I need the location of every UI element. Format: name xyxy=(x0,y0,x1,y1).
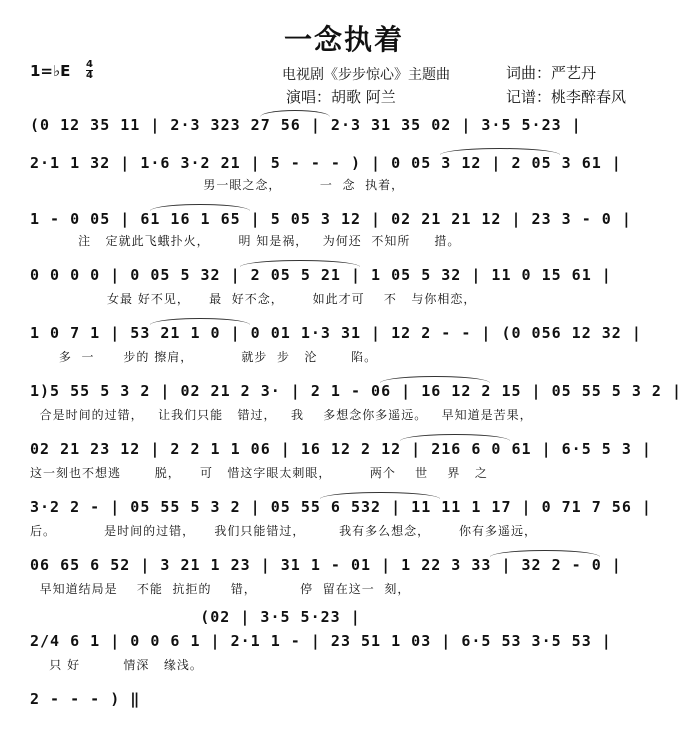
transcriber: 记谱：桃李醉春风 xyxy=(506,88,627,106)
slur-arc xyxy=(260,110,330,117)
notation: (02 | 3·5 5·23 | xyxy=(120,608,361,626)
slur-arc xyxy=(150,318,250,325)
notation: 2/4 6 1 | 0 0 6 1 | 2·1 1 - | 23 51 1 03 | 6·5 53 3·5 53 | xyxy=(30,632,612,650)
key-signature: 1=♭E xyxy=(30,62,71,80)
lyrics: 只 好 情深 缘浅。 xyxy=(30,658,203,672)
song-title: 一念执着 xyxy=(283,23,404,56)
lyricist-composer: 词曲：严艺丹 xyxy=(506,64,597,82)
notation: 3·2 2 - | 05 55 5 3 2 | 05 55 6 532 | 11 11 1 17 | 0 71 7 56 | xyxy=(30,498,652,516)
slur-arc xyxy=(380,376,490,383)
slur-arc xyxy=(400,434,510,441)
lyrics: 多 一 步的 擦肩， 就步 步 沦 陷。 xyxy=(30,350,378,364)
time-signature-bottom: 4 xyxy=(86,70,93,81)
notation: 0 0 0 0 | 0 05 5 32 | 2 05 5 21 | 1 05 5 32 | 11 0 15 61 | xyxy=(30,266,612,284)
lyrics: 注 定就此飞蛾扑火， 明 知是祸， 为何还 不知所 措。 xyxy=(30,234,461,248)
notation: 1 0 7 1 | 53 21 1 0 | 0 01 1·3 31 | 12 2 - - | (0 056 12 32 | xyxy=(30,324,642,342)
lyrics: 后。 是时间的过错， 我们只能错过， 我有多么想念， 你有多遥远， xyxy=(30,524,537,538)
lyrics: 男一眼之念， 一 念 执着， xyxy=(30,178,405,192)
lyrics: 早知道结局是 不能 抗拒的 错， 停 留在这一 刻， xyxy=(30,582,411,596)
slur-arc xyxy=(150,204,250,211)
notation: 1)5 55 5 3 2 | 02 21 2 3· | 2 1 - 06 | 16 12 2 15 | 05 55 5 3 2 | xyxy=(30,382,682,400)
slur-arc xyxy=(320,492,440,499)
notation: 2·1 1 32 | 1·6 3·2 21 | 5 - - - ) | 0 05 3 12 | 2 05 3 61 | xyxy=(30,154,622,172)
notation: 06 65 6 52 | 3 21 1 23 | 31 1 - 01 | 1 22 3 33 | 32 2 - 0 | xyxy=(30,556,622,574)
lyrics: 这一刻也不想逃 脱， 可 惜这字眼太刺眼， 两个 世 界 之 xyxy=(30,466,488,480)
lyrics: 女最 好不见， 最 好不念， 如此才可 不 与你相恋， xyxy=(30,292,477,306)
subtitle: 电视剧《步步惊心》主题曲 xyxy=(282,67,450,83)
notation: 02 21 23 12 | 2 2 1 1 06 | 16 12 2 12 | 216 6 0 61 | 6·5 5 3 | xyxy=(30,440,652,458)
time-signature-top: 4 xyxy=(86,59,93,70)
notation: 2 - - - ) ‖ xyxy=(30,690,141,708)
slur-arc xyxy=(240,260,360,267)
lyrics: 合是时间的过错， 让我们只能 错过， 我 多想念你多遥远。 早知道是苦果， xyxy=(30,408,533,422)
notation: 1 - 0 05 | 61 16 1 65 | 5 05 3 12 | 02 21 21 12 | 23 3 - 0 | xyxy=(30,210,632,228)
slur-arc xyxy=(440,148,560,155)
notation: (0 12 35 11 | 2·3 323 27 56 | 2·3 31 35 02 | 3·5 5·23 | xyxy=(30,116,582,134)
performers: 演唱：胡歌 阿兰 xyxy=(286,88,396,106)
slur-arc xyxy=(490,550,600,557)
time-signature xyxy=(86,60,93,81)
